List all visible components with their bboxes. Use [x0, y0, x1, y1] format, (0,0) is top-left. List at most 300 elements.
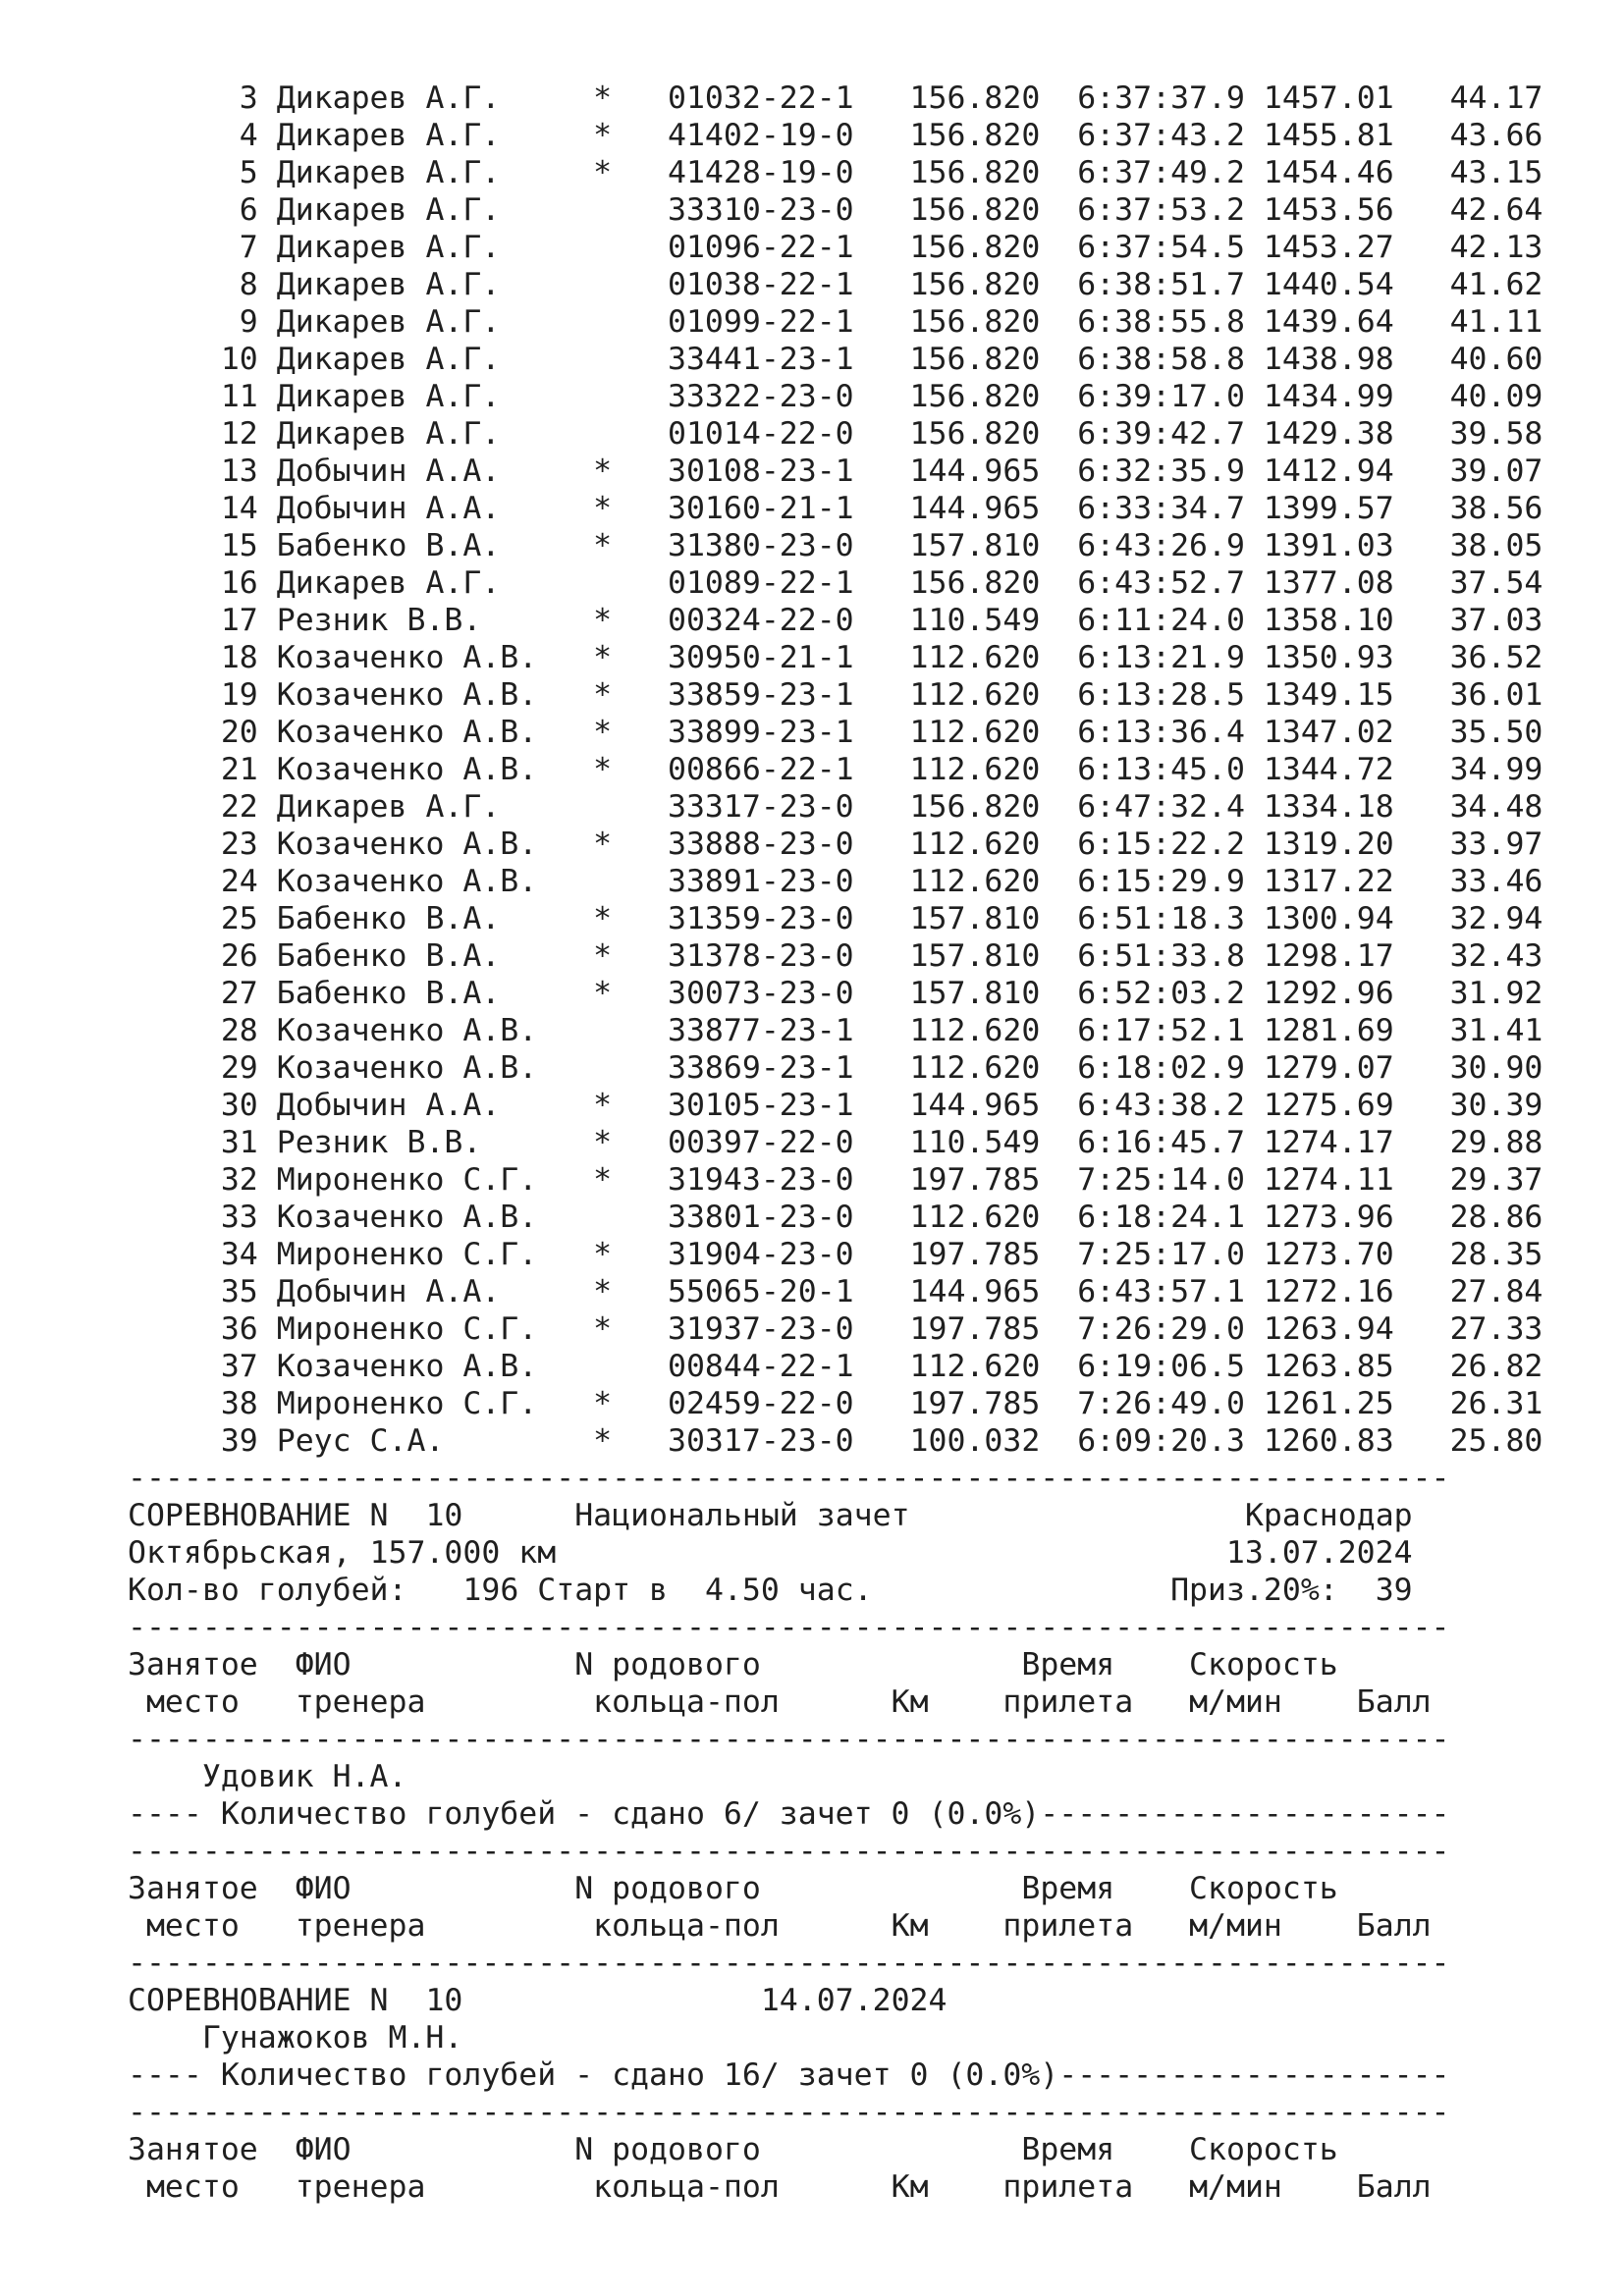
competition-city: Краснодар	[1244, 1498, 1413, 1533]
distance: 100.032	[909, 1423, 1041, 1459]
ring-number: 30317-23-0	[668, 1423, 910, 1459]
fancier-name: Козаченко А.В.	[276, 1349, 594, 1384]
start-label: Старт в	[537, 1573, 669, 1608]
arrival-time: 6:19:06.5	[1077, 1349, 1245, 1384]
mark: *	[593, 715, 668, 750]
fancier-name: Дикарев А.Г.	[276, 304, 594, 340]
fancier-name: Бабенко В.А.	[276, 976, 594, 1011]
column-header-speed: Скорость	[1189, 2132, 1338, 2167]
column-header-km: Км	[891, 1684, 929, 1720]
column-header-fio: ФИО	[295, 1647, 352, 1682]
column-header-row-1	[128, 1870, 1338, 1907]
fancier-name-row	[128, 1758, 406, 1795]
fancier-name: Гунажоков М.Н.	[201, 2020, 463, 2056]
table-row	[128, 714, 1543, 751]
fancier-name: Дикарев А.Г.	[276, 230, 594, 265]
mark: *	[593, 827, 668, 862]
fancier-name: Дикарев А.Г.	[276, 416, 594, 452]
arrival-time: 6:43:38.2	[1077, 1088, 1245, 1123]
table-row	[128, 826, 1543, 863]
distance: 112.620	[909, 715, 1041, 750]
competition-header	[128, 1497, 1413, 1534]
fancier-name: Дикарев А.Г.	[276, 192, 594, 228]
place: 7	[128, 230, 258, 265]
place: 23	[128, 827, 258, 862]
arrival-time: 6:13:45.0	[1077, 752, 1245, 787]
distance: 156.820	[909, 342, 1041, 377]
arrival-time: 6:37:49.2	[1077, 155, 1245, 190]
column-header-arrival: прилета	[1002, 2169, 1134, 2205]
points: 29.37	[1431, 1162, 1543, 1198]
points: 37.03	[1431, 603, 1543, 638]
release-point-row	[128, 1534, 1413, 1572]
speed: 1263.85	[1263, 1349, 1394, 1384]
table-row	[128, 788, 1543, 826]
place: 30	[128, 1088, 258, 1123]
distance: 112.620	[909, 640, 1041, 675]
place: 15	[128, 528, 258, 563]
table-row	[128, 378, 1543, 415]
mark	[593, 192, 668, 228]
table-row	[128, 1012, 1543, 1049]
fancier-name: Добычин А.А.	[276, 454, 594, 489]
speed: 1263.94	[1263, 1311, 1394, 1347]
table-row	[128, 1236, 1543, 1273]
arrival-time: 6:33:34.7	[1077, 491, 1245, 526]
speed: 1347.02	[1263, 715, 1394, 750]
table-row	[128, 453, 1543, 490]
distance: 157.810	[909, 528, 1041, 563]
column-header-ring: N родового	[574, 1871, 761, 1906]
mark: *	[593, 454, 668, 489]
speed: 1457.01	[1263, 80, 1394, 116]
arrival-time: 6:32:35.9	[1077, 454, 1245, 489]
divider: -----------------------------------------------------------------------	[128, 1610, 1450, 1645]
ring-number: 31904-23-0	[668, 1237, 910, 1272]
ring-number: 30160-21-1	[668, 491, 910, 526]
mark: *	[593, 118, 668, 153]
place: 39	[128, 1423, 258, 1459]
fancier-name: Бабенко В.А.	[276, 901, 594, 936]
arrival-time: 7:25:17.0	[1077, 1237, 1245, 1272]
mark: *	[593, 603, 668, 638]
ring-number: 31937-23-0	[668, 1311, 910, 1347]
place: 10	[128, 342, 258, 377]
speed: 1273.96	[1263, 1200, 1394, 1235]
arrival-time: 6:51:18.3	[1077, 901, 1245, 936]
ring-number: 00324-22-0	[668, 603, 910, 638]
distance: 112.620	[909, 1013, 1041, 1048]
arrival-time: 6:43:26.9	[1077, 528, 1245, 563]
mark: *	[593, 938, 668, 974]
column-header-place-2: место	[145, 1684, 240, 1720]
divider: -----------------------------------------------------------------------	[128, 1722, 1450, 1757]
table-row	[128, 266, 1543, 303]
distance: 157.810	[909, 976, 1041, 1011]
distance: 144.965	[909, 1088, 1041, 1123]
table-row	[128, 602, 1543, 639]
points: 42.64	[1431, 192, 1543, 228]
speed: 1274.17	[1263, 1125, 1394, 1160]
mark: *	[593, 976, 668, 1011]
mark	[593, 1050, 668, 1086]
fancier-name: Козаченко А.В.	[276, 1200, 594, 1235]
birds-summary: Количество голубей - сдано 6/ зачет 0 (0.0%)	[220, 1796, 1041, 1832]
table-row	[128, 415, 1543, 453]
distance: 156.820	[909, 118, 1041, 153]
speed: 1292.96	[1263, 976, 1394, 1011]
points: 27.33	[1431, 1311, 1543, 1347]
points: 26.31	[1431, 1386, 1543, 1421]
column-header-place-2: место	[145, 2169, 240, 2205]
distance: 197.785	[909, 1162, 1041, 1198]
table-row	[128, 1310, 1543, 1348]
place: 11	[128, 379, 258, 414]
speed: 1317.22	[1263, 864, 1394, 899]
ring-number: 33441-23-1	[668, 342, 910, 377]
competition-date: 14.07.2024	[760, 1983, 947, 2018]
arrival-time: 6:52:03.2	[1077, 976, 1245, 1011]
points: 35.50	[1431, 715, 1543, 750]
distance: 110.549	[909, 603, 1041, 638]
mark: *	[593, 1311, 668, 1347]
place: 19	[128, 677, 258, 713]
place: 20	[128, 715, 258, 750]
place: 18	[128, 640, 258, 675]
place: 17	[128, 603, 258, 638]
arrival-time: 6:18:02.9	[1077, 1050, 1245, 1086]
table-row	[128, 1161, 1543, 1199]
column-header-fio: ФИО	[295, 1871, 352, 1906]
arrival-time: 6:38:51.7	[1077, 267, 1245, 302]
speed: 1344.72	[1263, 752, 1394, 787]
table-row	[128, 154, 1543, 191]
points: 36.01	[1431, 677, 1543, 713]
ring-number: 30950-21-1	[668, 640, 910, 675]
fancier-name: Удовик Н.А.	[201, 1759, 407, 1794]
column-header-time: Время	[1021, 1647, 1115, 1682]
distance: 156.820	[909, 416, 1041, 452]
points: 40.09	[1431, 379, 1543, 414]
fancier-name: Козаченко А.В.	[276, 1013, 594, 1048]
divider: -----------------------------------------------------------------------	[128, 1946, 1450, 1981]
speed: 1429.38	[1263, 416, 1394, 452]
column-header-mmin: м/мин	[1189, 2169, 1282, 2205]
speed: 1261.25	[1263, 1386, 1394, 1421]
speed: 1349.15	[1263, 677, 1394, 713]
speed: 1358.10	[1263, 603, 1394, 638]
place: 37	[128, 1349, 258, 1384]
ring-number: 41428-19-0	[668, 155, 910, 190]
distance: 156.820	[909, 267, 1041, 302]
table-row	[128, 1422, 1543, 1460]
speed: 1274.11	[1263, 1162, 1394, 1198]
arrival-time: 6:51:33.8	[1077, 938, 1245, 974]
ring-number: 41402-19-0	[668, 118, 910, 153]
points: 25.80	[1431, 1423, 1543, 1459]
distance: 156.820	[909, 565, 1041, 601]
distance: 112.620	[909, 1050, 1041, 1086]
speed: 1300.94	[1263, 901, 1394, 936]
table-row	[128, 975, 1543, 1012]
table-row	[128, 863, 1543, 900]
ring-number: 33877-23-1	[668, 1013, 910, 1048]
fancier-name: Добычин А.А.	[276, 1274, 594, 1309]
column-header-place-2: место	[145, 1908, 240, 1944]
ring-number: 33317-23-0	[668, 789, 910, 825]
table-row	[128, 1385, 1543, 1422]
column-header-time: Время	[1021, 2132, 1115, 2167]
mark: *	[593, 901, 668, 936]
column-header-mmin: м/мин	[1189, 1908, 1282, 1944]
fancier-name: Дикарев А.Г.	[276, 267, 594, 302]
fancier-name: Мироненко С.Г.	[276, 1311, 594, 1347]
distance: 112.620	[909, 864, 1041, 899]
mark	[593, 230, 668, 265]
points: 44.17	[1431, 80, 1543, 116]
mark	[593, 1200, 668, 1235]
place: 24	[128, 864, 258, 899]
mark	[593, 304, 668, 340]
points: 33.97	[1431, 827, 1543, 862]
birds-label: Кол-во голубей:	[128, 1573, 407, 1608]
distance: 156.820	[909, 230, 1041, 265]
mark: *	[593, 528, 668, 563]
divider: -----------------------------------------------------------------------	[128, 1461, 1450, 1496]
table-row	[128, 341, 1543, 378]
table-row	[128, 564, 1543, 602]
ring-number: 33801-23-0	[668, 1200, 910, 1235]
place: 28	[128, 1013, 258, 1048]
fancier-name: Добычин А.А.	[276, 491, 594, 526]
points: 32.94	[1431, 901, 1543, 936]
speed: 1260.83	[1263, 1423, 1394, 1459]
speed: 1434.99	[1263, 379, 1394, 414]
column-header-time: Время	[1021, 1871, 1115, 1906]
column-header-place: Занятое	[128, 1871, 258, 1906]
distance: 112.620	[909, 752, 1041, 787]
mark: *	[593, 1088, 668, 1123]
place: 4	[128, 118, 258, 153]
column-header-speed: Скорость	[1189, 1647, 1338, 1682]
speed: 1455.81	[1263, 118, 1394, 153]
arrival-time: 6:43:57.1	[1077, 1274, 1245, 1309]
table-row	[128, 1049, 1543, 1087]
fancier-name: Резник В.В.	[276, 603, 594, 638]
table-row	[128, 751, 1543, 788]
speed: 1319.20	[1263, 827, 1394, 862]
release-point: Октябрьская, 157.000 км	[128, 1535, 557, 1571]
distance: 156.820	[909, 80, 1041, 116]
points: 39.58	[1431, 416, 1543, 452]
arrival-time: 6:43:52.7	[1077, 565, 1245, 601]
distance: 197.785	[909, 1386, 1041, 1421]
speed: 1334.18	[1263, 789, 1394, 825]
fancier-name: Козаченко А.В.	[276, 827, 594, 862]
column-header-place: Занятое	[128, 2132, 258, 2167]
birds-count: 196	[462, 1573, 519, 1608]
column-header-row-1	[128, 1646, 1338, 1683]
speed: 1412.94	[1263, 454, 1394, 489]
speed: 1454.46	[1263, 155, 1394, 190]
column-header-km: Км	[891, 2169, 929, 2205]
ring-number: 33891-23-0	[668, 864, 910, 899]
fancier-name: Козаченко А.В.	[276, 640, 594, 675]
prize-count: 39	[1375, 1573, 1413, 1608]
table-row	[128, 1087, 1543, 1124]
fancier-name: Дикарев А.Г.	[276, 565, 594, 601]
place: 25	[128, 901, 258, 936]
ring-number: 30073-23-0	[668, 976, 910, 1011]
points: 28.35	[1431, 1237, 1543, 1272]
arrival-time: 6:17:52.1	[1077, 1013, 1245, 1048]
column-header-speed: Скорость	[1189, 1871, 1338, 1906]
divider: -----------------------------------------------------------------------	[128, 1834, 1450, 1869]
table-row	[128, 490, 1543, 527]
ring-number: 33869-23-1	[668, 1050, 910, 1086]
table-row	[128, 937, 1543, 975]
arrival-time: 6:38:55.8	[1077, 304, 1245, 340]
column-header-mmin: м/мин	[1189, 1684, 1282, 1720]
fancier-name: Дикарев А.Г.	[276, 155, 594, 190]
distance: 156.820	[909, 379, 1041, 414]
points: 42.13	[1431, 230, 1543, 265]
place: 9	[128, 304, 258, 340]
ring-number: 31380-23-0	[668, 528, 910, 563]
arrival-time: 7:26:49.0	[1077, 1386, 1245, 1421]
distance: 156.820	[909, 192, 1041, 228]
points: 36.52	[1431, 640, 1543, 675]
ring-number: 01089-22-1	[668, 565, 910, 601]
arrival-time: 6:37:53.2	[1077, 192, 1245, 228]
fancier-name: Дикарев А.Г.	[276, 379, 594, 414]
competition-label: СОРЕВНОВАНИЕ N	[128, 1498, 389, 1533]
table-row	[128, 303, 1543, 341]
mark: *	[593, 1274, 668, 1309]
mark: *	[593, 1162, 668, 1198]
fancier-name-row	[128, 2019, 462, 2056]
arrival-time: 6:47:32.4	[1077, 789, 1245, 825]
speed: 1298.17	[1263, 938, 1394, 974]
fancier-name: Дикарев А.Г.	[276, 118, 594, 153]
speed: 1377.08	[1263, 565, 1394, 601]
column-header-trainer: тренера	[295, 1908, 426, 1944]
place: 38	[128, 1386, 258, 1421]
points: 38.05	[1431, 528, 1543, 563]
distance: 156.820	[909, 304, 1041, 340]
mark	[593, 379, 668, 414]
ring-number: 01032-22-1	[668, 80, 910, 116]
place: 26	[128, 938, 258, 974]
mark	[593, 1349, 668, 1384]
distance: 144.965	[909, 491, 1041, 526]
distance: 144.965	[909, 1274, 1041, 1309]
speed: 1440.54	[1263, 267, 1394, 302]
fancier-name: Резник В.В.	[276, 1125, 594, 1160]
mark	[593, 565, 668, 601]
mark	[593, 789, 668, 825]
mark	[593, 267, 668, 302]
place: 29	[128, 1050, 258, 1086]
table-row	[128, 191, 1543, 229]
competition-number: 10	[425, 1498, 463, 1533]
place: 5	[128, 155, 258, 190]
speed: 1453.27	[1263, 230, 1394, 265]
place: 8	[128, 267, 258, 302]
fancier-name: Козаченко А.В.	[276, 677, 594, 713]
fancier-name: Козаченко А.В.	[276, 752, 594, 787]
mark: *	[593, 1125, 668, 1160]
column-header-place: Занятое	[128, 1647, 258, 1682]
mark	[593, 1013, 668, 1048]
speed: 1439.64	[1263, 304, 1394, 340]
table-row	[128, 1124, 1543, 1161]
points: 33.46	[1431, 864, 1543, 899]
ring-number: 33322-23-0	[668, 379, 910, 414]
points: 40.60	[1431, 342, 1543, 377]
points: 32.43	[1431, 938, 1543, 974]
table-row	[128, 1199, 1543, 1236]
points: 31.92	[1431, 976, 1543, 1011]
points: 28.86	[1431, 1200, 1543, 1235]
mark: *	[593, 491, 668, 526]
place: 34	[128, 1237, 258, 1272]
ring-number: 01038-22-1	[668, 267, 910, 302]
place: 32	[128, 1162, 258, 1198]
place: 13	[128, 454, 258, 489]
column-header-points: Балл	[1356, 1908, 1432, 1944]
prize-label: Приз.20%:	[1170, 1573, 1338, 1608]
arrival-time: 6:13:21.9	[1077, 640, 1245, 675]
ring-number: 01014-22-0	[668, 416, 910, 452]
ring-number: 00397-22-0	[668, 1125, 910, 1160]
ring-number: 33859-23-1	[668, 677, 910, 713]
mark: *	[593, 155, 668, 190]
distance: 110.549	[909, 1125, 1041, 1160]
birds-count-row	[128, 1572, 1413, 1609]
distance: 112.620	[909, 1200, 1041, 1235]
column-header-row-2	[128, 1683, 1432, 1721]
ring-number: 30105-23-1	[668, 1088, 910, 1123]
place: 3	[128, 80, 258, 116]
column-header-ring: N родового	[574, 2132, 761, 2167]
points: 34.48	[1431, 789, 1543, 825]
place: 21	[128, 752, 258, 787]
table-row	[128, 117, 1543, 154]
fancier-name: Реус С.А.	[276, 1423, 594, 1459]
mark: *	[593, 1423, 668, 1459]
arrival-time: 6:38:58.8	[1077, 342, 1245, 377]
table-row	[128, 229, 1543, 266]
arrival-time: 6:37:54.5	[1077, 230, 1245, 265]
arrival-time: 6:13:36.4	[1077, 715, 1245, 750]
distance: 156.820	[909, 155, 1041, 190]
arrival-time: 6:13:28.5	[1077, 677, 1245, 713]
divider: -----------------------------------------------------------------------	[128, 2095, 1450, 2130]
speed: 1279.07	[1263, 1050, 1394, 1086]
column-header-row-2	[128, 1907, 1432, 1945]
competition-number: 10	[425, 1983, 463, 2018]
competition-date: 13.07.2024	[1225, 1535, 1413, 1571]
fancier-name: Мироненко С.Г.	[276, 1386, 594, 1421]
arrival-time: 6:39:42.7	[1077, 416, 1245, 452]
ring-number: 02459-22-0	[668, 1386, 910, 1421]
distance: 157.810	[909, 901, 1041, 936]
fancier-name: Козаченко А.В.	[276, 864, 594, 899]
distance: 156.820	[909, 789, 1041, 825]
column-header-ring-sex: кольца-пол	[593, 2169, 780, 2205]
arrival-time: 6:16:45.7	[1077, 1125, 1245, 1160]
